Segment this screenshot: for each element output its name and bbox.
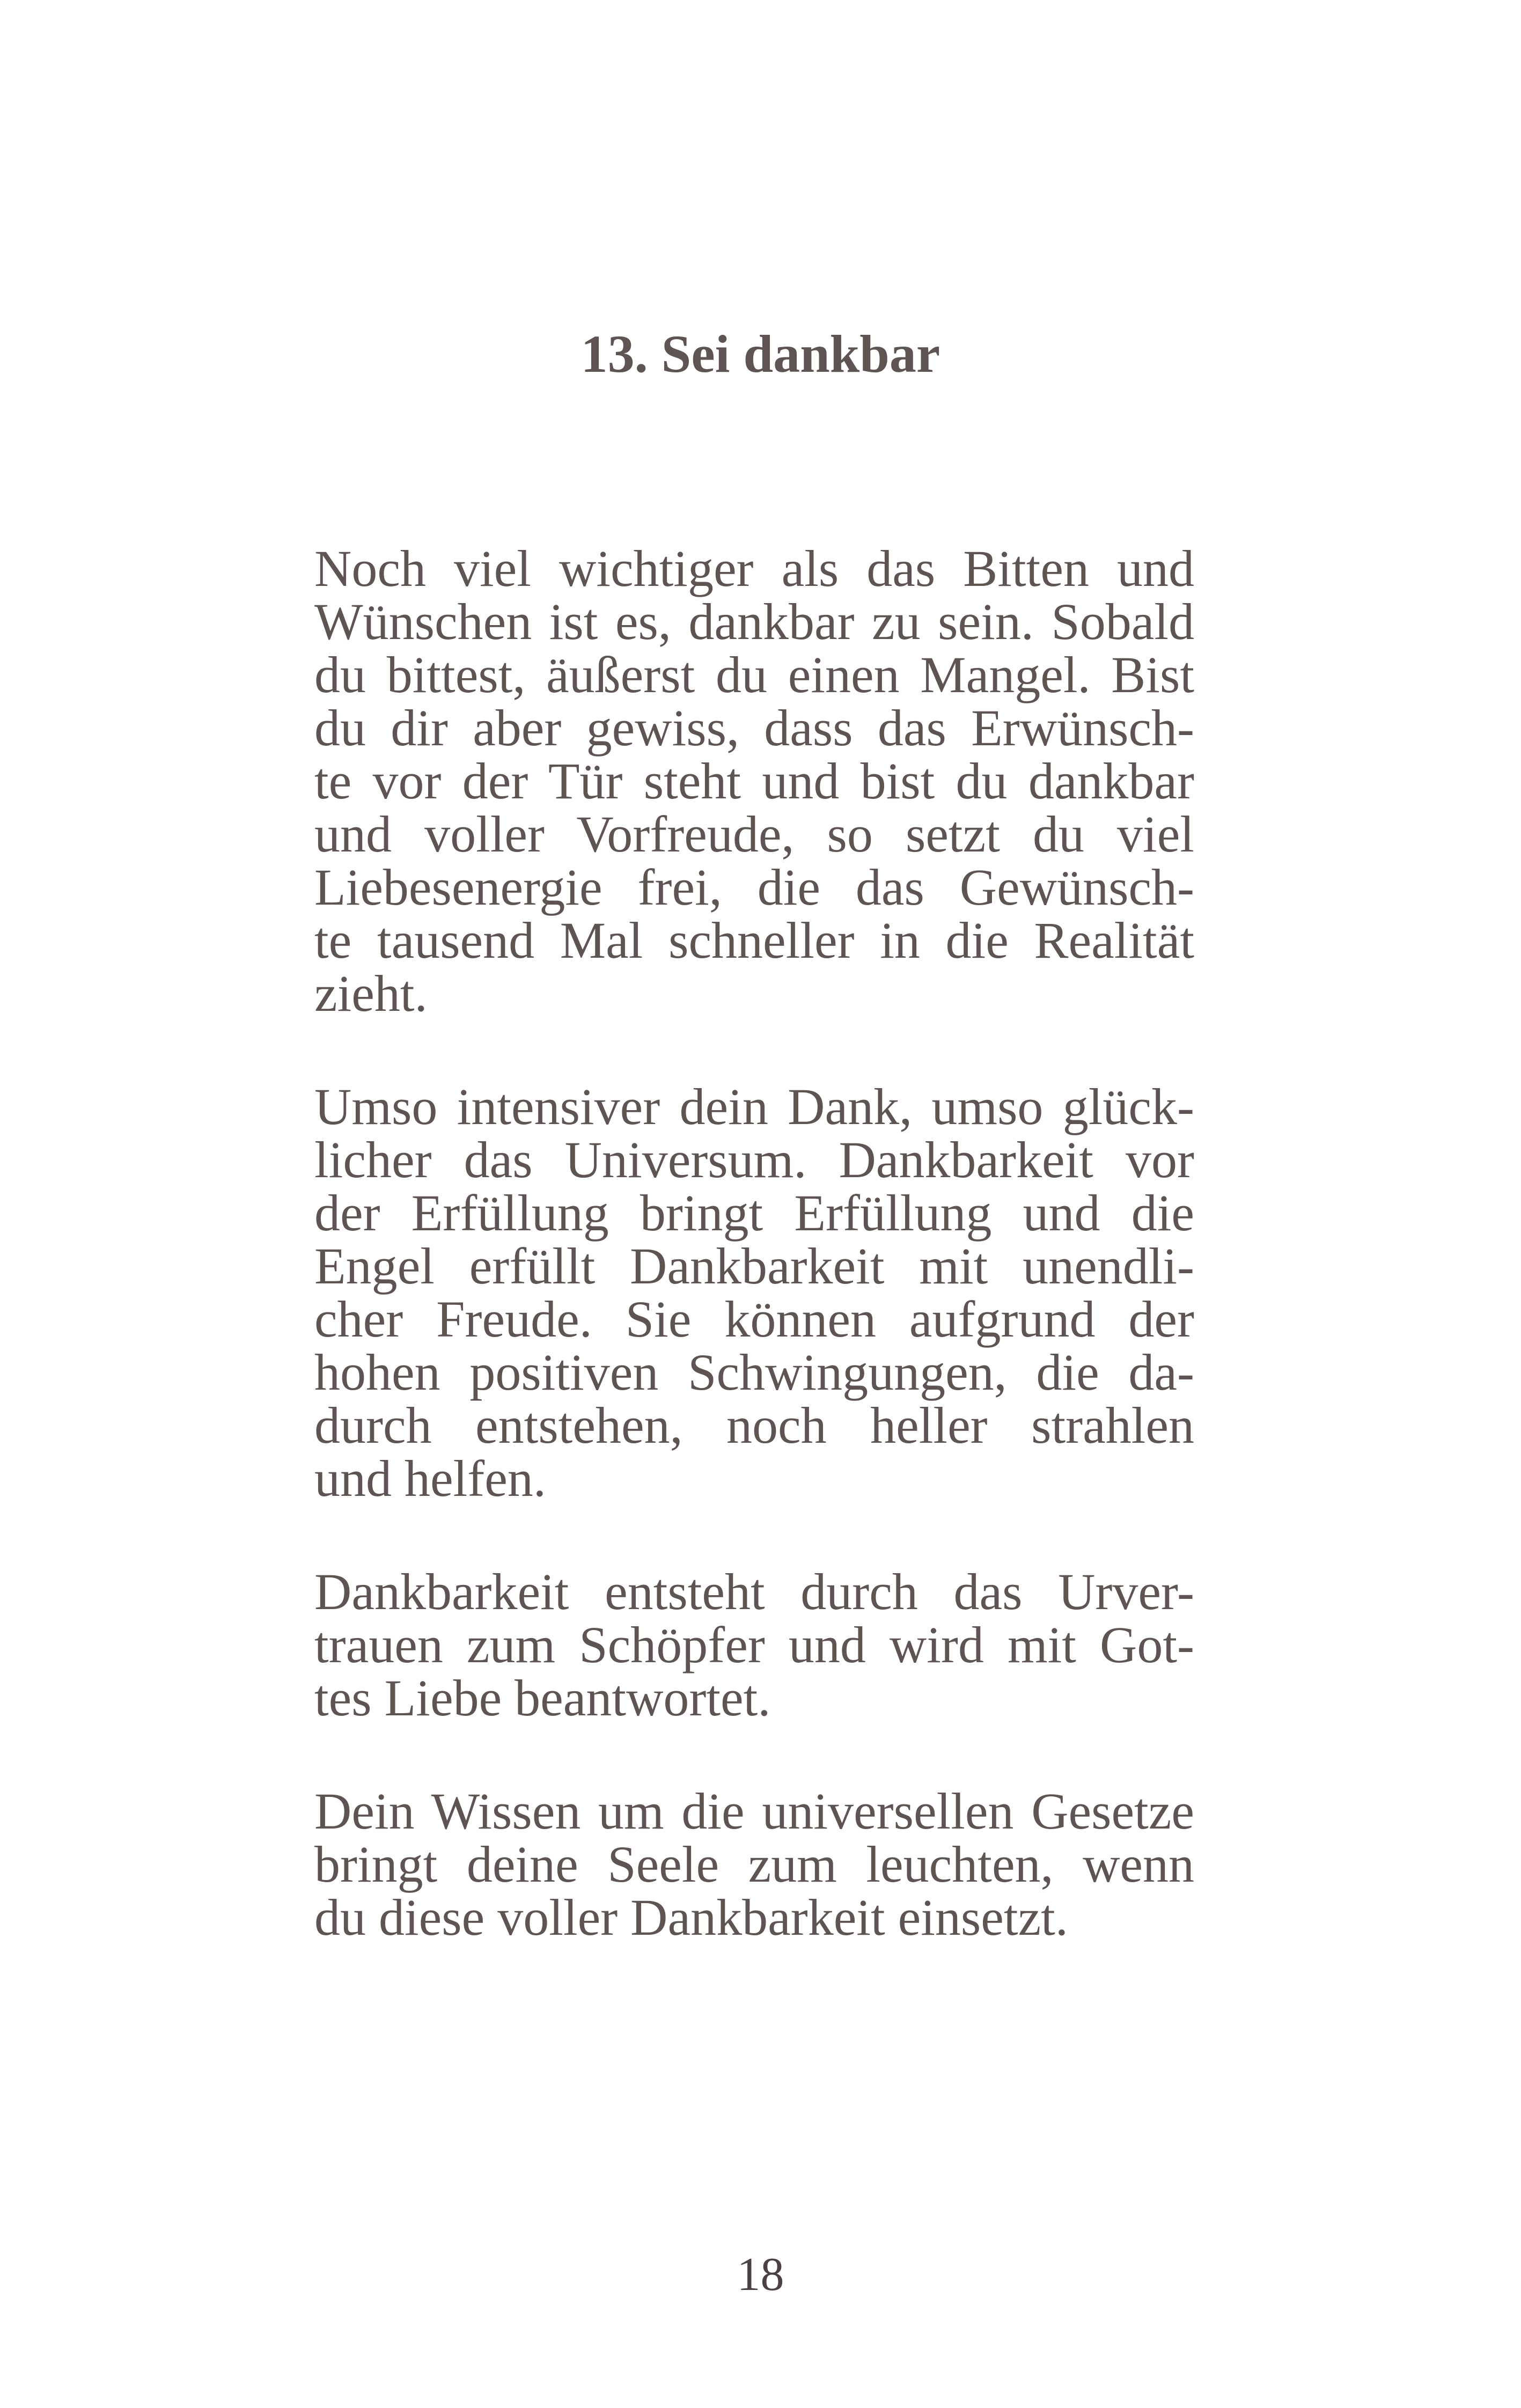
text-line: Dankbarkeit entsteht durch das Urver-: [314, 1563, 1194, 1620]
text-line: Dein Wissen um die universellen Gesetze: [314, 1782, 1194, 1840]
body-text: [314, 542, 1194, 2004]
text-line: zieht.: [314, 965, 428, 1022]
page-number: 18: [737, 2249, 784, 2301]
chapter-title: 13. Sei dankbar: [581, 324, 940, 384]
text-line: und voller Vorfreude, so setzt du viel: [314, 805, 1194, 863]
text-line: tes Liebe beantwortet.: [314, 1669, 771, 1727]
text-line: cher Freude. Sie können aufgrund der: [314, 1290, 1194, 1348]
text-line: Wünschen ist es, dankbar zu sein. Sobald: [314, 593, 1194, 650]
paragraph-3: [314, 1563, 1194, 1727]
text-line: trauen zum Schöpfer und wird mit Got-: [314, 1616, 1194, 1673]
text-line: du bittest, äußerst du einen Mangel. Bist: [314, 646, 1194, 703]
text-line: hohen positiven Schwingungen, die da-: [314, 1344, 1194, 1401]
text-line: Liebesenergie frei, die das Gewünsch-: [314, 858, 1194, 916]
text-line: Noch viel wichtiger als das Bitten und: [314, 540, 1194, 597]
text-line: te tausend Mal schneller in die Realität: [314, 912, 1194, 969]
text-line: licher das Universum. Dankbarkeit vor: [314, 1131, 1194, 1188]
text-line: Umso intensiver dein Dank, umso glück-: [314, 1078, 1194, 1135]
text-line: bringt deine Seele zum leuchten, wenn: [314, 1836, 1194, 1893]
text-line: durch entstehen, noch heller strahlen: [314, 1397, 1194, 1454]
text-line: te vor der Tür steht und bist du dankbar: [314, 752, 1194, 810]
text-line: Engel erfüllt Dankbarkeit mit unendli-: [314, 1237, 1194, 1295]
text-line: du diese voller Dankbarkeit einsetzt.: [314, 1889, 1068, 1946]
text-line: und helfen.: [314, 1450, 546, 1507]
text-line: der Erfüllung bringt Erfüllung und die: [314, 1184, 1194, 1242]
paragraph-2: [314, 1080, 1194, 1505]
paragraph-1: [314, 542, 1194, 1020]
paragraph-4: [314, 1782, 1194, 1946]
text-line: du dir aber gewiss, dass das Erwünsch-: [314, 699, 1194, 757]
